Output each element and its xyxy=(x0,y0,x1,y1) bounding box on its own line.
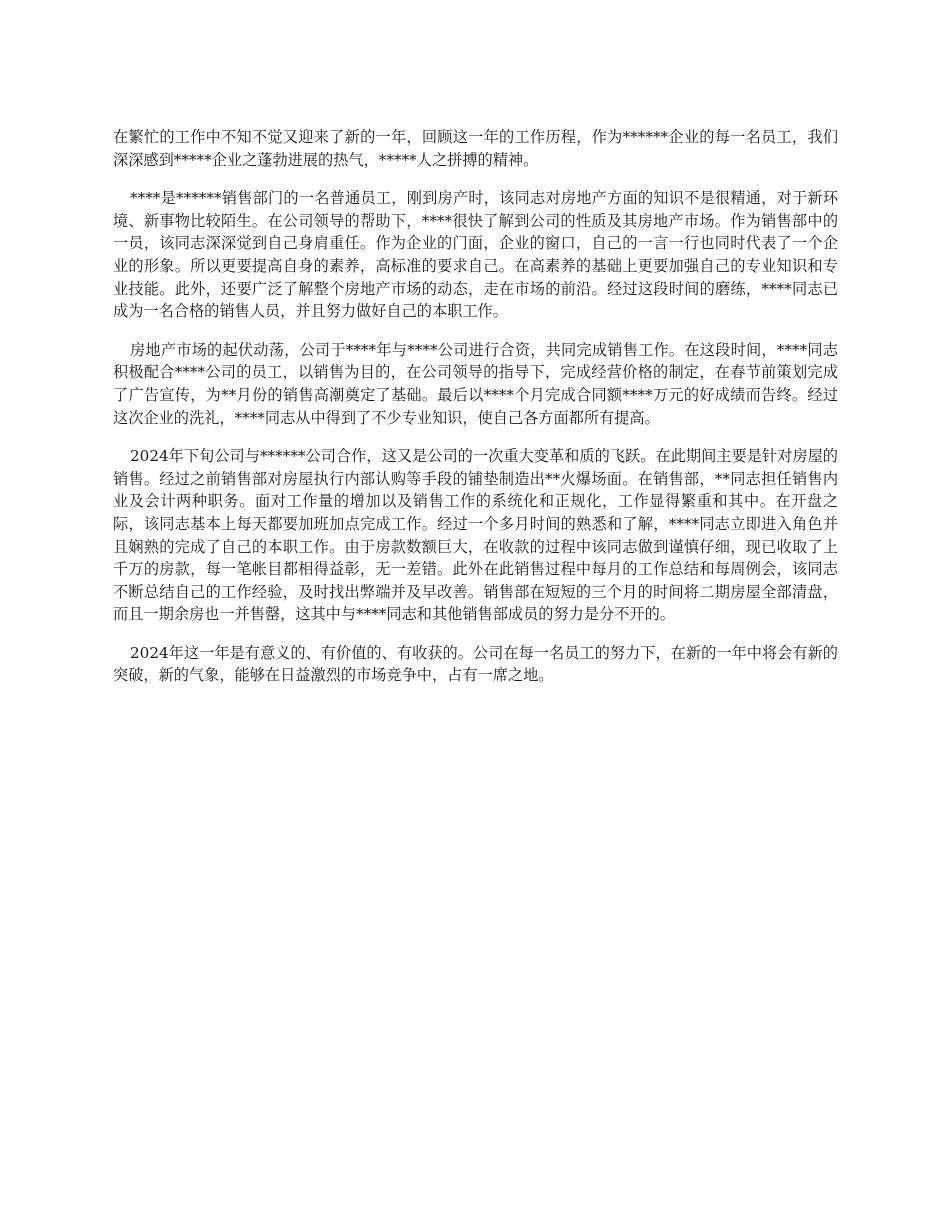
paragraph-employee-profile: ****是******销售部门的一名普通员工，刚到房产时，该同志对房地产方面的知识不是很精通，对于新环境、新事物比较陌生。在公司领导的帮助下，****很快了解到公司的性质及其房地产市场。作为销售部中的一员，该同志深深觉到自己身肩重任。作为企业的门面，企业的窗口，自己的一言一行也同时代表了一个企业的形象。所以更要提高自身的素养，高标准的要求自己。在高素养的基础上更要加强自己的专业知识和专业技能。此外，还要广泛了解整个房地产市场的动态，走在市场的前沿。经过这段时间的磨练，****同志已成为一名合格的销售人员，并且努力做好自己的本职工作。 xyxy=(113,189,838,321)
paragraph-conclusion: 2024年这一年是有意义的、有价值的、有收获的。公司在每一名员工的努力下，在新的一年中将会有新的突破，新的气象，能够在日益激烈的市场竞争中，占有一席之地。 xyxy=(113,643,838,685)
paragraph-cooperation: 2024年下旬公司与******公司合作，这又是公司的一次重大变革和质的飞跃。在此期间主要是针对房屋的销售。经过之前销售部对房屋执行内部认购等手段的铺垫制造出**火爆场面。在销售部，**同志担任销售内业及会计两种职务。面对工作量的增加以及销售工作的系统化和正规化，工作显得繁重和其中。在开盘之际，该同志基本上每天都要加班加点完成工作。经过一个多月时间的熟悉和了解，****同志立即进入角色并且娴熟的完成了自己的本职工作。由于房款数额巨大，在收款的过程中该同志做到谨慎仔细，现已收取了上千万的房款，每一笔帐目都相得益彰，无一差错。此外在此销售过程中每月的工作总结和每周例会，该同志不断总结自己的工作经验，及时找出弊端并及早改善。销售部在短短的三个月的时间将二期房屋全部清盘，而且一期余房也一并售罄，这其中与****同志和其他销售部成员的努力是分不开的。 xyxy=(113,447,838,624)
document-body xyxy=(113,126,838,703)
paragraph-joint-venture: 房地产市场的起伏动荡，公司于****年与****公司进行合资，共同完成销售工作。在这段时间，****同志积极配合****公司的员工，以销售为目的，在公司领导的指导下，完成经营价格的制定，在春节前策划完成了广告宣传，为**月份的销售高潮奠定了基础。最后以****个月完成合同额****万元的好成绩而告终。经过这次企业的洗礼，****同志从中得到了不少专业知识，使自己各方面都所有提高。 xyxy=(113,340,838,427)
paragraph-intro: 在繁忙的工作中不知不觉又迎来了新的一年，回顾这一年的工作历程，作为******企业的每一名员工，我们深深感到*****企业之蓬勃进展的热气，*****人之拼搏的精神。 xyxy=(113,128,838,169)
